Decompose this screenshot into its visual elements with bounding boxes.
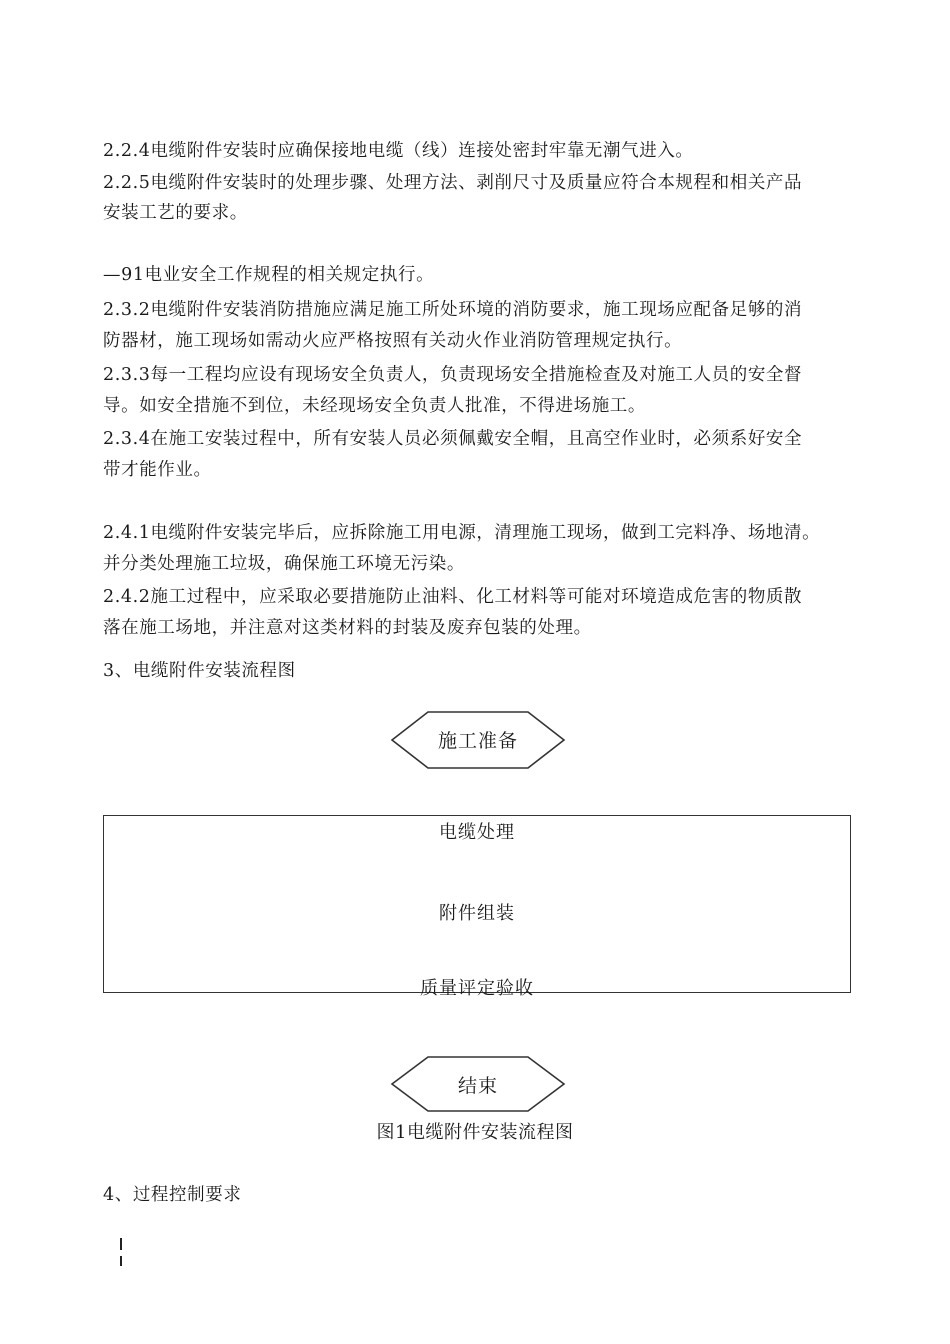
paragraph-2-2-4: 2.2.4电缆附件安装时应确保接地电缆（线）连接处密封牢靠无潮气进入。 bbox=[103, 141, 694, 161]
paragraph-2-4-2-line2: 落在施工场地，并注意对这类材料的封装及废弃包装的处理。 bbox=[103, 618, 592, 638]
paragraph-2-3-2-line2: 防器材，施工现场如需动火应严格按照有关动火作业消防管理规定执行。 bbox=[103, 331, 683, 351]
flowchart-step-quality-acceptance: 质量评定验收 bbox=[420, 978, 534, 999]
paragraph-2-3-1-tail: —91电业安全工作规程的相关规定执行。 bbox=[103, 265, 435, 285]
paragraph-2-4-2-line1: 2.4.2施工过程中，应采取必要措施防止油料、化工材料等可能对环境造成危害的物质散 bbox=[103, 587, 803, 607]
paragraph-2-3-2-line1: 2.3.2电缆附件安装消防措施应满足施工所处环境的消防要求，施工现场应配备足够的消 bbox=[103, 300, 803, 320]
section-3-heading: 3、电缆附件安装流程图 bbox=[103, 661, 296, 681]
paragraph-2-3-4-line2: 带才能作业。 bbox=[103, 460, 212, 480]
margin-mark-bottom bbox=[120, 1256, 122, 1266]
paragraph-2-2-5-line2: 安装工艺的要求。 bbox=[103, 203, 248, 223]
paragraph-2-3-4-line1: 2.3.4在施工安装过程中，所有安装人员必须佩戴安全帽，且高空作业时，必须系好安全 bbox=[103, 429, 803, 449]
flowchart-step-cable-processing: 电缆处理 bbox=[439, 822, 515, 843]
paragraph-2-4-1-line1: 2.4.1电缆附件安装完毕后，应拆除施工用电源，清理施工现场，做到工完料净、场地清。 bbox=[103, 523, 821, 543]
paragraph-2-4-1-line2: 并分类处理施工垃圾，确保施工环境无污染。 bbox=[103, 554, 465, 574]
figure-caption: 图1电缆附件安装流程图 bbox=[376, 1122, 574, 1143]
flowchart-step-accessory-assembly: 附件组装 bbox=[439, 903, 515, 924]
margin-mark-top bbox=[120, 1238, 122, 1250]
paragraph-2-3-3-line2: 导。如安全措施不到位，未经现场安全负责人批准，不得进场施工。 bbox=[103, 396, 646, 416]
paragraph-2-2-5-line1: 2.2.5电缆附件安装时的处理步骤、处理方法、剥削尺寸及质量应符合本规程和相关产品 bbox=[103, 173, 803, 193]
paragraph-2-3-3-line1: 2.3.3每一工程均应设有现场安全负责人，负责现场安全措施检查及对施工人员的安全督 bbox=[103, 365, 803, 385]
flowchart-process-box bbox=[103, 815, 851, 999]
section-4-heading: 4、过程控制要求 bbox=[103, 1185, 242, 1205]
flowchart-end-label: 结束 bbox=[457, 1075, 498, 1097]
flowchart-start-label: 施工准备 bbox=[437, 730, 518, 752]
